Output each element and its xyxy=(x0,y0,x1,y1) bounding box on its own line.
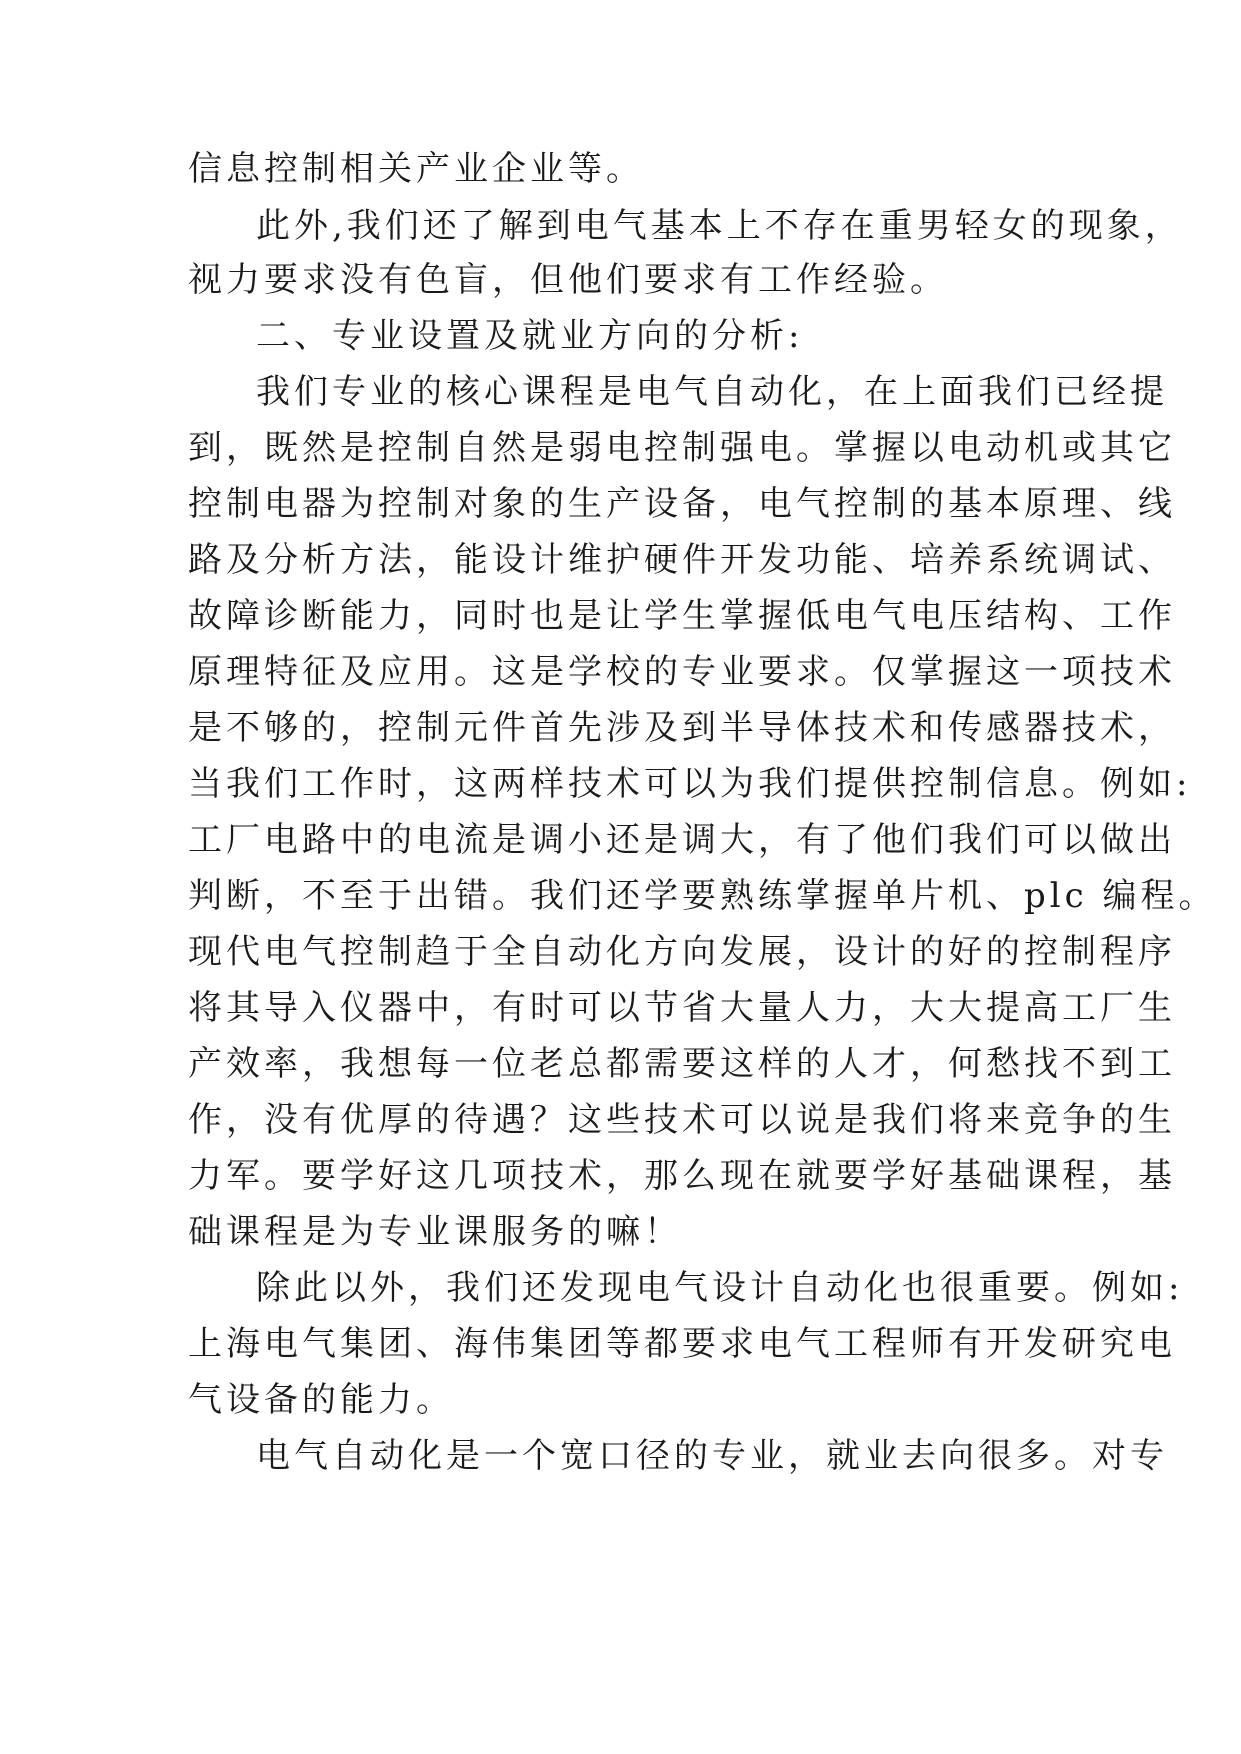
text-line: 力军。要学好这几项技术，那么现在就要学好基础课程，基 xyxy=(188,1156,1176,1196)
text-line: 础课程是为专业课服务的嘛！ xyxy=(188,1212,682,1252)
paragraph-first-line: 此外,我们还了解到电气基本上不存在重男轻女的现象， xyxy=(256,206,1183,246)
text-line: 上海电气集团、海伟集团等都要求电气工程师有开发研究电 xyxy=(188,1324,1176,1364)
text-line: 信息控制相关产业企业等。 xyxy=(188,149,644,189)
text-line: 原理特征及应用。这是学校的专业要求。仅掌握这一项技术 xyxy=(188,652,1176,692)
text-line: 控制电器为控制对象的生产设备，电气控制的基本原理、线 xyxy=(188,484,1176,524)
paragraph-first-line: 我们专业的核心课程是电气自动化，在上面我们已经提 xyxy=(256,372,1168,412)
text-line: 视力要求没有色盲，但他们要求有工作经验。 xyxy=(188,260,948,300)
text-line: 将其导入仪器中，有时可以节省大量人力，大大提高工厂生 xyxy=(188,988,1176,1028)
text-line: 作，没有优厚的待遇？这些技术可以说是我们将来竞争的生 xyxy=(188,1100,1176,1140)
text-line: 产效率，我想每一位老总都需要这样的人才，何愁找不到工 xyxy=(188,1044,1176,1084)
text-line: 故障诊断能力，同时也是让学生掌握低电气电压结构、工作 xyxy=(188,596,1176,636)
text-line: 到，既然是控制自然是弱电控制强电。掌握以电动机或其它 xyxy=(188,428,1176,468)
text-line: 工厂电路中的电流是调小还是调大，有了他们我们可以做出 xyxy=(188,820,1176,860)
paragraph-first-line: 电气自动化是一个宽口径的专业，就业去向很多。对专 xyxy=(256,1436,1168,1476)
text-line: 路及分析方法，能设计维护硬件开发功能、培养系统调试、 xyxy=(188,540,1176,580)
text-line: 现代电气控制趋于全自动化方向发展，设计的好的控制程序 xyxy=(188,932,1176,972)
paragraph-first-line: 除此以外，我们还发现电气设计自动化也很重要。例如: xyxy=(256,1268,1184,1308)
text-line: 是不够的，控制元件首先涉及到半导体技术和传感器技术， xyxy=(188,708,1176,748)
section-heading: 二、专业设置及就业方向的分析: xyxy=(256,316,804,356)
text-line: 当我们工作时，这两样技术可以为我们提供控制信息。例如: xyxy=(188,764,1192,804)
text-line: 气设备的能力。 xyxy=(188,1380,454,1420)
text-line: 判断，不至于出错。我们还学要熟练掌握单片机、plc 编程。 xyxy=(188,876,1217,916)
